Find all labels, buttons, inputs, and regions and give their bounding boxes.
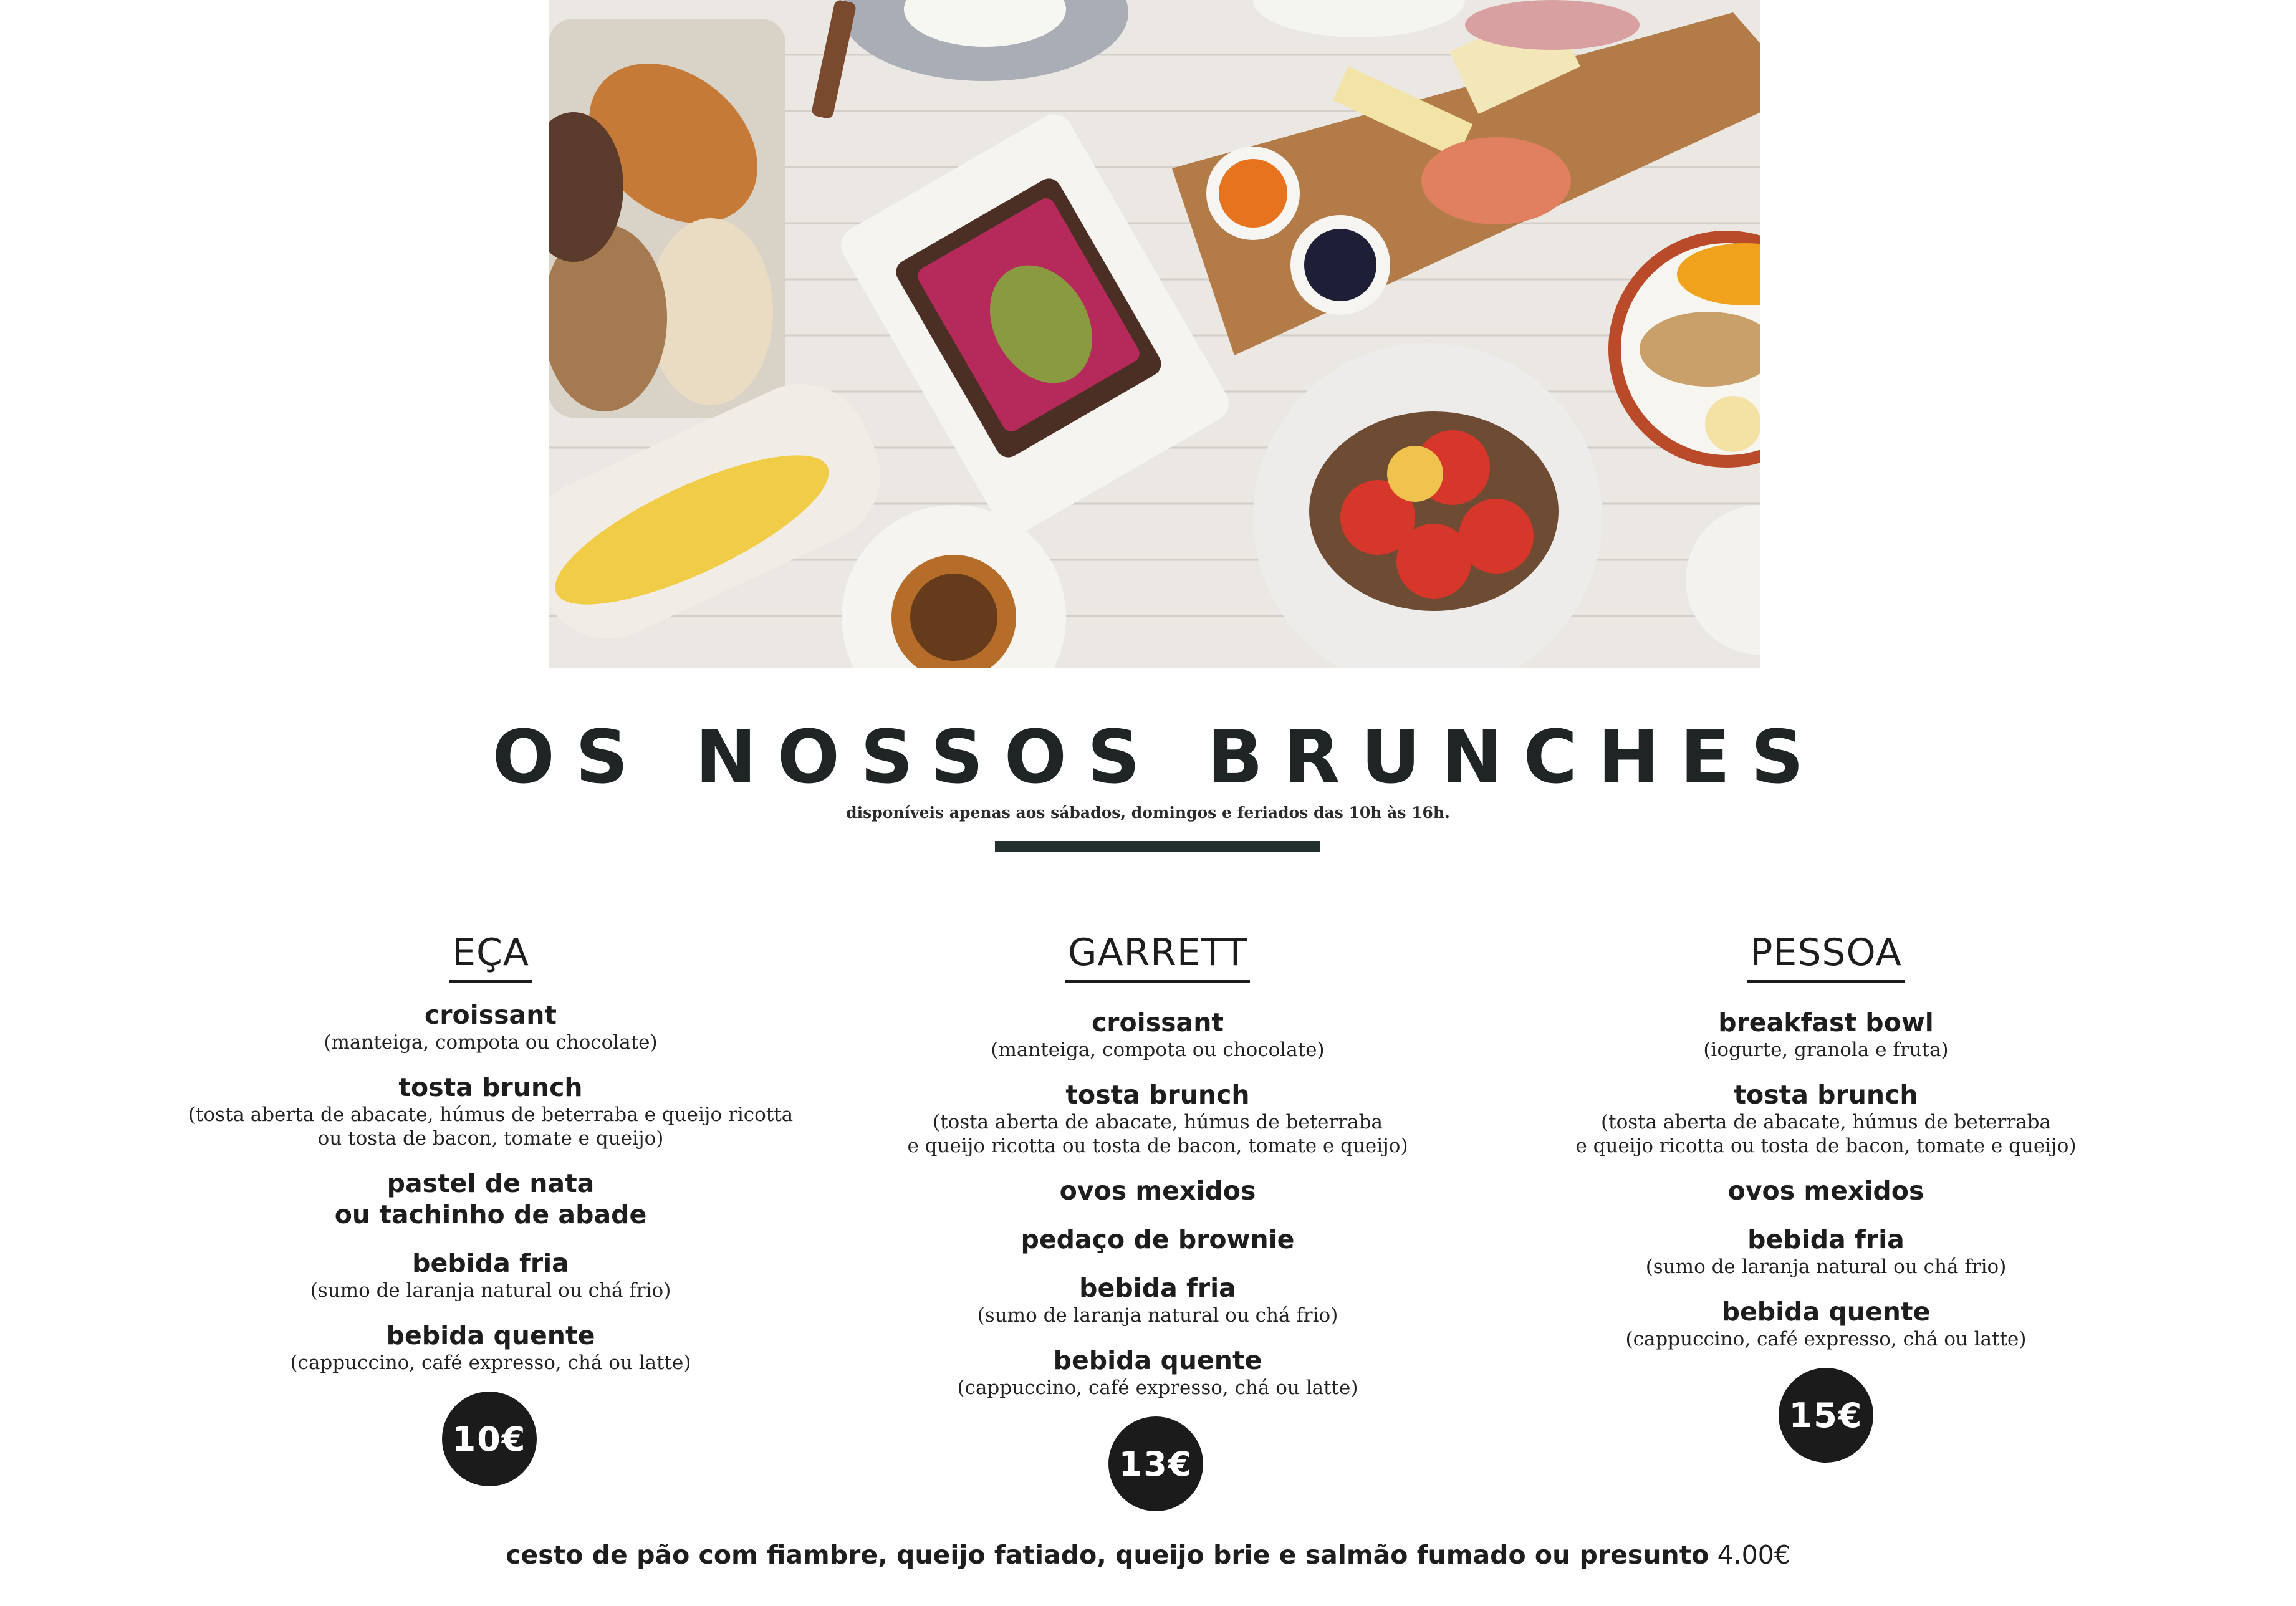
item-name: bebida quente	[1721, 1297, 1931, 1327]
menu-item	[815, 1224, 1501, 1255]
menu-item	[148, 1320, 833, 1375]
item-name: tosta brunch	[1065, 1080, 1250, 1110]
item-description: (cappuccino, café expresso, chá ou latte)	[1625, 1328, 2027, 1350]
item-name: croissant	[1091, 1007, 1224, 1037]
item-description: (sumo de laranja natural ou chá frio)	[977, 1304, 1338, 1327]
item-description: (sumo de laranja natural ou chá frio)	[310, 1279, 671, 1302]
menu-heading: PESSOA	[1747, 934, 1904, 983]
menu-item	[1483, 1079, 2169, 1158]
item-name: bebida quente	[386, 1320, 595, 1350]
item-name: tosta brunch	[1734, 1080, 1918, 1110]
page-title: OS NOSSOS BRUNCHES	[492, 714, 1825, 800]
item-name: ovos mexidos	[1727, 1176, 1924, 1206]
extra-offer-text: cesto de pão com fiambre, queijo fatiado, queijo brie e salmão fumado ou presunto	[506, 1540, 1709, 1570]
menu-item	[148, 1072, 833, 1150]
menu-column-pessoa	[1483, 931, 2169, 1368]
menu-item	[815, 1175, 1501, 1206]
menu-heading: EÇA	[449, 934, 532, 983]
brunch-table-illustration	[549, 0, 1760, 668]
item-name: pedaço de brownie	[1021, 1224, 1295, 1254]
menu-column-eca	[148, 931, 833, 1392]
item-description: (iogurte, granola e fruta)	[1703, 1039, 1949, 1061]
extra-offer-price: 4.00€	[1717, 1540, 1790, 1570]
item-description: (tosta aberta de abacate, húmus de beterraba e queijo ricotta ou tosta de bacon, tomate e queijo)	[907, 1111, 1408, 1157]
menu-item	[815, 1007, 1501, 1062]
item-description: (cappuccino, café expresso, chá ou latte)	[957, 1377, 1358, 1399]
menu-item	[148, 1168, 833, 1230]
menu-item	[1483, 1007, 2169, 1062]
price-badge-eca: 10€	[442, 1392, 537, 1486]
item-name: pastel de nata ou tachinho de abade	[334, 1168, 647, 1229]
item-name: croissant	[424, 1000, 557, 1030]
item-description: (sumo de laranja natural ou chá frio)	[1645, 1256, 2007, 1278]
menu-item	[815, 1272, 1501, 1327]
item-description: (manteiga, compota ou chocolate)	[324, 1031, 658, 1054]
item-name: bebida quente	[1053, 1345, 1262, 1375]
availability-note: disponíveis apenas aos sábados, domingos e feriados das 10h às 16h.	[846, 804, 1450, 822]
menu-item	[815, 1345, 1501, 1400]
item-name: bebida fria	[412, 1248, 569, 1278]
menu-item	[815, 1079, 1501, 1158]
item-name: bebida fria	[1747, 1224, 1905, 1254]
brunch-photo	[549, 0, 1760, 668]
menu-item	[148, 1248, 833, 1302]
menu-item	[148, 999, 833, 1054]
menu-column-garrett	[815, 931, 1501, 1417]
item-name: breakfast bowl	[1718, 1007, 1934, 1037]
item-name: ovos mexidos	[1059, 1176, 1256, 1206]
title-divider	[995, 841, 1320, 852]
price-badge-garrett: 13€	[1108, 1416, 1203, 1511]
item-description: (cappuccino, café expresso, chá ou latte)	[290, 1352, 691, 1374]
menu-heading: GARRETT	[1065, 934, 1250, 983]
item-description: (tosta aberta de abacate, húmus de beterraba e queijo ricotta ou tosta de bacon, tomate e queijo)	[188, 1104, 794, 1150]
menu-item	[1483, 1175, 2169, 1206]
item-name: tosta brunch	[398, 1072, 583, 1102]
menu-item	[1483, 1224, 2169, 1279]
menu-item	[1483, 1296, 2169, 1351]
extra-offer	[0, 1540, 2296, 1570]
item-description: (manteiga, compota ou chocolate)	[991, 1039, 1325, 1061]
item-name: bebida fria	[1079, 1273, 1236, 1303]
price-badge-pessoa: 15€	[1779, 1368, 1873, 1463]
item-description: (tosta aberta de abacate, húmus de beterraba e queijo ricotta ou tosta de bacon, tomate e queijo)	[1575, 1111, 2077, 1157]
